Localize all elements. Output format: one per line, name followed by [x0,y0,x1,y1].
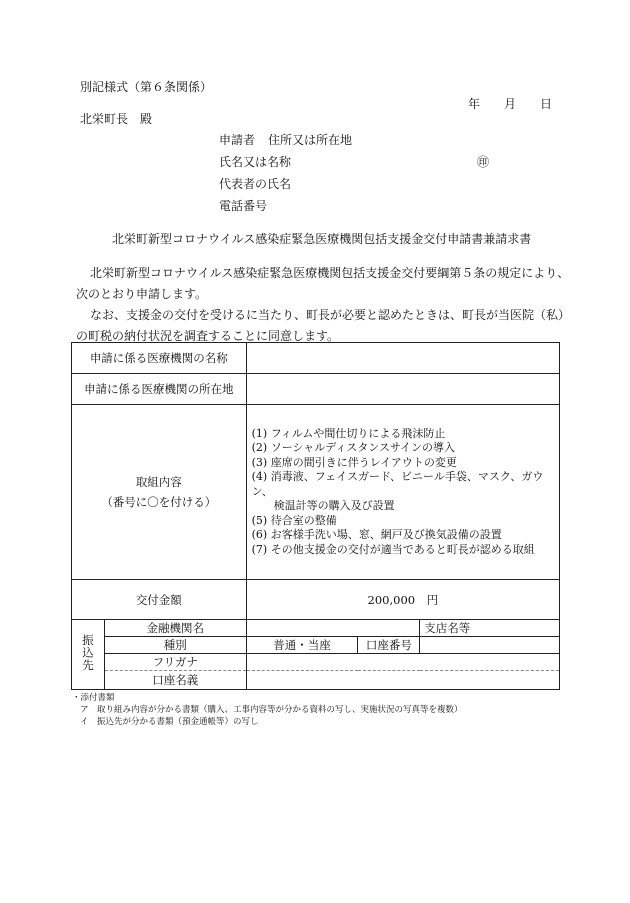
representative-label: 代表者の氏名 [219,177,292,191]
activities-row [72,405,560,580]
amount-value: 200,000 円 [246,580,559,620]
activity-item[interactable]: (5) 待合室の整備 [251,513,337,527]
attachments-heading: ・添付書類 [72,693,115,703]
activities-label-cell [72,405,247,580]
bank-name-label: 金融機関名 [104,620,246,637]
account-holder-label: 口座名義 [104,671,246,690]
addressee: 北栄町長 殿 [80,112,153,126]
activities-list[interactable] [246,405,559,580]
account-number-value[interactable] [420,637,560,654]
branch-label: 支店名等 [420,620,560,637]
amount-row [72,580,560,620]
account-type-label: 種別 [104,637,246,654]
account-type-row [72,637,560,654]
bank-name-value[interactable] [246,620,420,637]
body-para2-line2: の町税の納付状況を調査することに同意します。 [76,329,340,343]
account-holder-row [72,671,560,690]
seal-mark: ㊞ [477,155,490,169]
activity-item[interactable]: (6) お客様手洗い場、窓、網戸及び換気設備の設置 [251,528,502,542]
application-table [71,342,560,690]
facility-address-label: 申請に係る医療機関の所在地 [72,374,247,405]
activities-note: （番号に〇を付ける） [101,495,217,509]
applicant-role: 申請者 [219,133,256,147]
form-label: 別記様式（第６条関係） [80,80,213,94]
account-number-label: 口座番号 [358,637,420,654]
applicant-name-label: 氏名又は名称 [219,155,292,169]
date-label: 年 月 日 [468,97,553,111]
facility-address-value[interactable] [246,374,559,405]
body-para1-line2: 次のとおり申請します。 [76,287,208,301]
account-type-value[interactable]: 普通・当座 [246,637,358,654]
phone-label: 電話番号 [219,199,268,213]
account-holder-value[interactable] [246,671,559,690]
facility-name-label: 申請に係る医療機関の名称 [72,343,247,374]
amount-label: 交付金額 [72,580,247,620]
activity-item[interactable]: (2) ソーシャルディスタンスサインの導入 [251,441,456,455]
transfer-label-cell [72,620,105,690]
activities-label: 取組内容 [135,475,182,489]
attachment-item-b: イ 振込先が分かる書類（預金通帳等）の写し [80,717,259,727]
activity-item[interactable]: (4) 消毒液、フェイスガード、ビニール手袋、マスク、ガウン、 [251,470,544,498]
facility-address-row [72,374,560,405]
facility-name-row [72,343,560,374]
applicant-address-label: 住所又は所在地 [268,133,353,147]
furigana-value[interactable] [246,654,559,671]
furigana-row [72,654,560,671]
facility-name-value[interactable] [246,343,559,374]
attachment-item-a: ア 取り組み内容が分かる書類（購入、工事内容等が分かる資料の写し、実施状況の写真等を複数） [80,705,463,715]
bank-row [72,620,560,637]
furigana-label: フリガナ [104,654,246,671]
transfer-label: 振込先 [80,634,95,672]
body-para1-line1: 北栄町新型コロナウイルス感染症緊急医療機関包括支援金交付要綱第５条の規定により、 [90,266,570,280]
document-title: 北栄町新型コロナウイルス感染症緊急医療機関包括支援金交付申請書兼請求書 [112,232,532,246]
activity-item-cont: 検温計等の購入及び設置 [251,499,395,513]
body-para2-line1: なお、支援金の交付を受けるに当たり、町長が必要と認めたときは、町長が当医院（私） [90,308,571,322]
activity-item[interactable]: (3) 座席の間引きに伴うレイアウトの変更 [251,455,457,469]
activity-item[interactable]: (7) その他支援金の交付が適当であると町長が認める取組 [251,542,535,556]
activity-item[interactable]: (1) フィルムや間仕切りによる飛沫防止 [251,426,446,440]
